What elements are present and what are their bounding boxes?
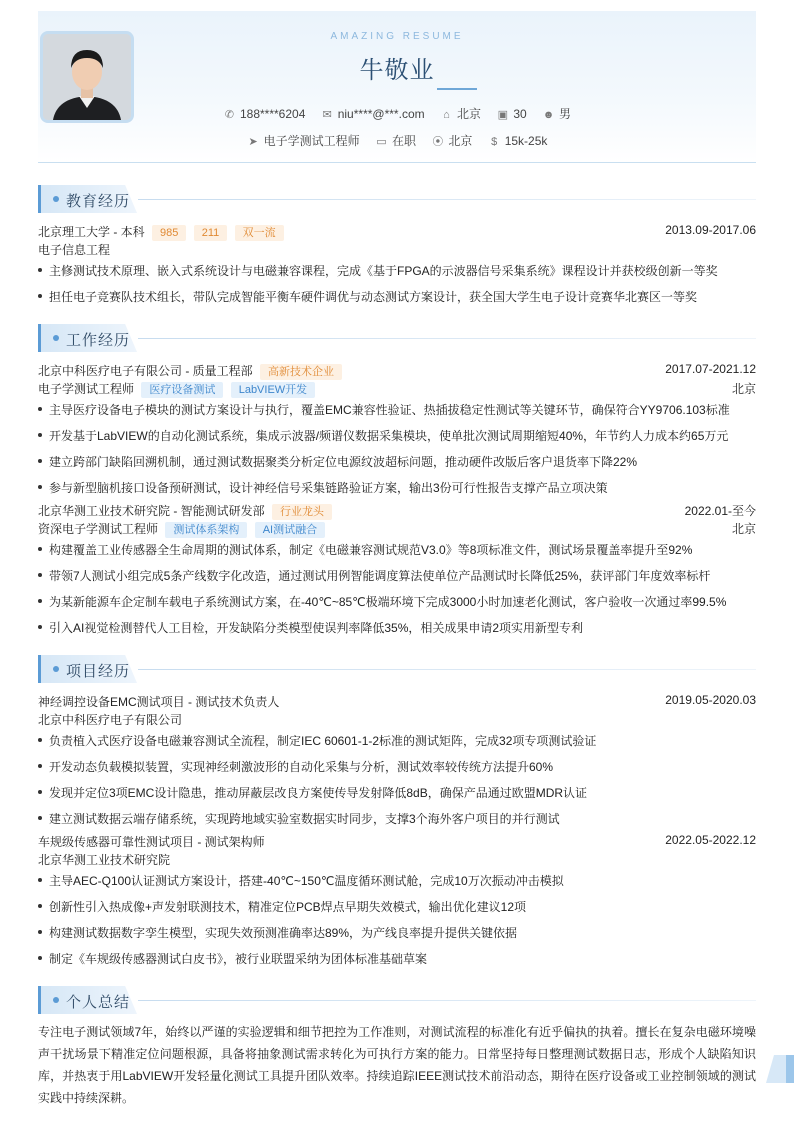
resume-tagline: AMAZING RESUME	[330, 31, 464, 42]
money-icon: $	[491, 136, 498, 148]
project-org: 北京中科医疗电子有限公司	[38, 713, 183, 727]
edu-tag: 985	[152, 225, 186, 241]
location-pin-icon: ⦿	[432, 136, 444, 148]
job-role: 资深电子学测试工程师	[38, 522, 159, 536]
home-icon: ⌂	[443, 109, 450, 121]
age-text: 30	[513, 107, 527, 121]
resume-header	[38, 11, 756, 163]
summary-text: 专注电子测试领域7年，始终以严谨的实验逻辑和细节把控为工作准则，对测试流程的标准化有近乎偏执的执着。擅长在复杂电磁环境噪声干扰场景下精准定位问题根源，具备将抽象测试需求转化为可执行方案的能力。日常坚持每日整理测试数据日志，形成个人缺陷知识库，并热衷于用LabVIEW开发轻量化测试工具提升团队效率。持续追踪IEEE测试技术前沿动态，期待在医疗设备或工业控制领域的测试实践中持续深耕。	[38, 1025, 756, 1105]
list-item-text: 构建覆盖工业传感器全生命周期的测试体系，制定《电磁兼容测试规范V3.0》等8项标准文件，测试场景覆盖率提升至92%	[49, 543, 693, 557]
list-item-text: 带领7人测试小组完成5条产线数字化改造，通过测试用例智能调度算法使单位产品测试时长降低25%，获评部门年度效率标杆	[49, 569, 711, 583]
city-item	[440, 105, 481, 122]
school-name: 北京理工大学 - 本科	[38, 225, 145, 239]
candidate-name: 牛敬业	[359, 57, 435, 84]
project-name: 神经调控设备EMC测试项目 - 测试技术负责人	[38, 695, 280, 709]
job-header	[38, 502, 756, 520]
section-label: 项目经历	[66, 663, 131, 680]
target-city-item	[431, 132, 472, 149]
list-item-text: 开发基于LabVIEW的自动化测试系统，集成示波器/频谱仪数据采集模块，使单批次测试周期缩短40%，年节约人力成本约65万元	[49, 429, 729, 443]
job-intent-row	[38, 132, 756, 149]
city-text: 北京	[456, 107, 481, 121]
project-period: 2019.05-2020.03	[665, 693, 756, 707]
name-underline	[437, 88, 477, 90]
status-text: 在职	[391, 134, 416, 148]
list-item-text: 发现并定位3项EMC设计隐患，推动屏蔽层改良方案使传导发射降低8dB，确保产品通过欧盟MDR认证	[49, 786, 588, 800]
list-item-text: 制定《车规级传感器测试白皮书》，被行业联盟采纳为团体标准基础草案	[49, 952, 428, 966]
section-dot	[53, 997, 59, 1003]
project-period: 2022.05-2022.12	[665, 833, 756, 847]
section-label: 个人总结	[66, 994, 131, 1011]
section-rule	[138, 338, 756, 339]
status-item	[375, 132, 416, 149]
major: 电子信息工程	[38, 243, 111, 257]
list-item-text: 负责植入式医疗设备电磁兼容测试全流程，制定IEC 60601-1-2标准的测试矩阵，完成32项专项测试验证	[49, 734, 597, 748]
list-item-text: 主导医疗设备电子模块的测试方案设计与执行，覆盖EMC兼容性验证、热插拔稳定性测试等关键环节，确保符合YY9706.103标准	[49, 403, 730, 417]
company-name: 北京中科医疗电子有限公司 - 质量工程部	[38, 364, 253, 378]
edu-tag: 双一流	[235, 225, 284, 241]
list-item-text: 开发动态负载模拟装置，实现神经刺激波形的自动化采集与分析，测试效率较传统方法提升60%	[49, 760, 554, 774]
section-rule	[138, 199, 756, 200]
section-title-projects	[38, 655, 756, 685]
contact-row	[38, 105, 756, 122]
list-item-text: 引入AI视觉检测替代人工目检，开发缺陷分类模型使误判率降低35%，相关成果申请2项实用新型专利	[49, 621, 584, 635]
job-location: 北京	[731, 522, 756, 536]
job-period: 2017.07-2021.12	[665, 362, 756, 376]
salary-item	[488, 134, 548, 148]
gender-icon: ☻	[542, 109, 555, 121]
section-rule	[138, 1000, 756, 1001]
role-tag: 测试体系架构	[165, 522, 247, 538]
project-header	[38, 833, 756, 850]
list-item-text: 创新性引入热成像+声发射联测技术，精准定位PCB焊点早期失效模式，输出优化建议12项	[49, 900, 527, 914]
education-header	[38, 223, 756, 241]
job-role-row	[38, 520, 756, 538]
role-tag: LabVIEW开发	[231, 382, 315, 398]
list-item-text: 担任电子竞赛队技术组长，带队完成智能平衡车硬件调优与动态测试方案设计，获全国大学生电子设计竞赛华北赛区一等奖	[49, 290, 698, 304]
company-tag: 高新技术企业	[260, 364, 342, 380]
phone-text: 188****6204	[239, 107, 306, 121]
section-dot	[53, 666, 59, 672]
section-title-education	[38, 185, 756, 215]
target-city-text: 北京	[448, 134, 473, 148]
list-item-text: 主修测试技术原理、嵌入式系统设计与电磁兼容课程，完成《基于FPGA的示波器信号采集系统》课程设计并获校级创新一等奖	[49, 264, 718, 278]
education-period: 2013.09-2017.06	[665, 223, 756, 237]
section-title-summary	[38, 986, 756, 1016]
section-dot	[53, 335, 59, 341]
list-item-text: 主导AEC-Q100认证测试方案设计，搭建-40℃~150℃温度循环测试舱，完成10万次振动冲击模拟	[49, 874, 564, 888]
section-title-work	[38, 324, 756, 354]
role-tag: AI测试融合	[255, 522, 325, 538]
cake-icon: ▣	[497, 109, 509, 121]
position-text: 电子学测试工程师	[263, 134, 360, 148]
job-role-row	[38, 380, 756, 398]
email-item	[321, 107, 425, 121]
briefcase-icon: ▭	[376, 136, 387, 148]
project-header	[38, 693, 756, 710]
gender-item	[542, 105, 571, 122]
age-item	[496, 107, 526, 121]
gender-text: 男	[559, 107, 572, 121]
job-header	[38, 362, 756, 380]
project-name: 车规级传感器可靠性测试项目 - 测试架构师	[38, 835, 265, 849]
section-label: 教育经历	[66, 193, 131, 210]
position-item	[247, 132, 360, 149]
list-item-text: 为某新能源车企定制车载电子系统测试方案，在-40℃~85℃极端环境下完成3000小时加速老化测试，客户验收一次通过率99.5%	[49, 595, 727, 609]
email-text: niu****@***.com	[337, 107, 425, 121]
role-tag: 医疗设备测试	[141, 382, 223, 398]
phone-icon: ✆	[224, 109, 235, 121]
phone-item	[223, 107, 305, 121]
salary-text: 15k-25k	[504, 134, 548, 148]
job-period: 2022.01-至今	[684, 504, 756, 518]
edu-tag: 211	[194, 225, 228, 241]
send-icon: ➤	[248, 136, 258, 148]
list-item-text: 参与新型脑机接口设备预研测试，设计神经信号采集链路验证方案，输出3份可行性报告支撑产品立项决策	[49, 481, 608, 495]
corner-decoration-icon	[766, 1055, 794, 1083]
job-location: 北京	[731, 382, 756, 396]
mail-icon: ✉	[322, 109, 332, 121]
company-tag: 行业龙头	[272, 504, 332, 520]
company-name: 北京华测工业技术研究院 - 智能测试研发部	[38, 504, 265, 518]
list-item-text: 建立测试数据云端存储系统，实现跨地域实验室数据实时同步，支撑3个海外客户项目的并行测试	[49, 812, 560, 826]
section-rule	[138, 669, 756, 670]
section-label: 工作经历	[66, 332, 131, 349]
section-dot	[53, 196, 59, 202]
list-item-text: 构建测试数据数字孪生模型，实现失效预测准确率达89%，为产线良率提升提供关键依据	[49, 926, 518, 940]
list-item-text: 建立跨部门缺陷回溯机制，通过测试数据聚类分析定位电源纹波超标问题，推动硬件改版后客户退货率下降22%	[49, 455, 638, 469]
project-org: 北京华测工业技术研究院	[38, 853, 171, 867]
job-role: 电子学测试工程师	[38, 382, 135, 396]
